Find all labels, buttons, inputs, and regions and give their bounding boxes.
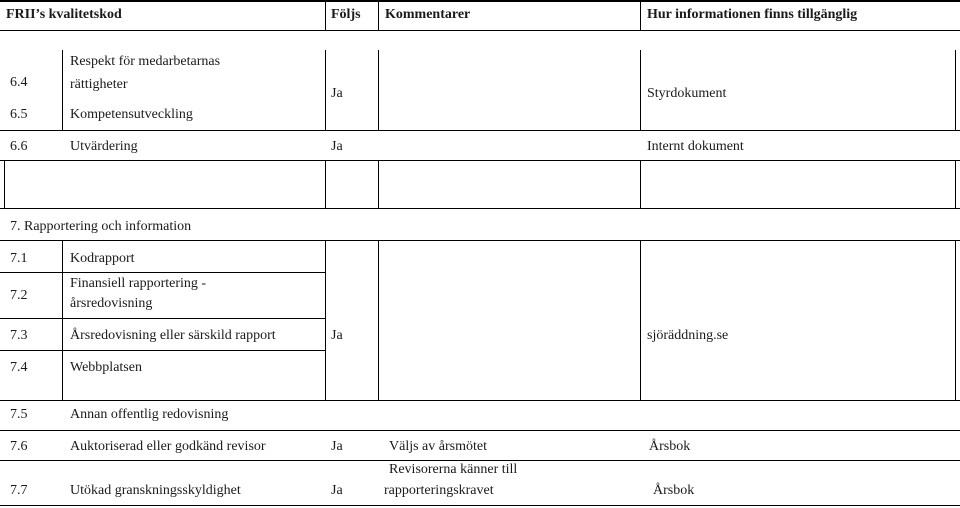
availability-value: Styrdokument — [647, 86, 727, 101]
availability-value: Internt dokument — [647, 139, 744, 154]
header-availability: Hur informationen finns tillgänglig — [647, 7, 858, 22]
row-label: Auktoriserad eller godkänd revisor — [70, 439, 266, 454]
header-code: FRII’s kvalitetskod — [6, 7, 122, 22]
row-label: Webbplatsen — [70, 360, 142, 375]
row-label: Annan offentlig redovisning — [70, 407, 229, 422]
row-number: 7.7 — [10, 483, 28, 498]
follows-value: Ja — [331, 328, 343, 343]
row-number: 7.1 — [10, 251, 28, 266]
availability-value: Årsbok — [653, 483, 695, 498]
row-label: Utökad granskningsskyldighet — [70, 483, 241, 498]
header-comments: Kommentarer — [385, 7, 471, 22]
row-label: Kodrapport — [70, 251, 135, 266]
comment-value: Väljs av årsmötet — [389, 439, 487, 454]
row-number: 6.6 — [10, 139, 28, 154]
row-label: årsredovisning — [70, 296, 153, 311]
row-number: 6.5 — [10, 107, 28, 122]
row-number: 7.4 — [10, 360, 28, 375]
row-label: Årsredovisning eller särskild rapport — [70, 328, 276, 343]
follows-value: Ja — [331, 86, 343, 101]
availability-value: sjöräddning.se — [647, 328, 729, 343]
row-number: 7.2 — [10, 288, 28, 303]
row-number: 6.4 — [10, 75, 28, 90]
row-number: 7.5 — [10, 407, 28, 422]
row-number: 7.6 — [10, 439, 28, 454]
row-number: 7.3 — [10, 328, 28, 343]
row-label: Finansiell rapportering - — [70, 276, 207, 291]
follows-value: Ja — [331, 139, 343, 154]
row-label: Kompetensutveckling — [70, 107, 193, 122]
follows-value: Ja — [331, 483, 343, 498]
section-heading: 7. Rapportering och information — [10, 219, 192, 234]
follows-value: Ja — [331, 439, 343, 454]
row-label: Utvärdering — [70, 139, 138, 154]
header-follows: Följs — [331, 7, 361, 22]
comment-value: rapporteringskravet — [384, 483, 494, 498]
row-label: Respekt för medarbetarnas — [70, 54, 221, 69]
availability-value: Årsbok — [649, 439, 691, 454]
row-label: rättigheter — [70, 77, 128, 92]
comment-value: Revisorerna känner till — [389, 462, 518, 477]
